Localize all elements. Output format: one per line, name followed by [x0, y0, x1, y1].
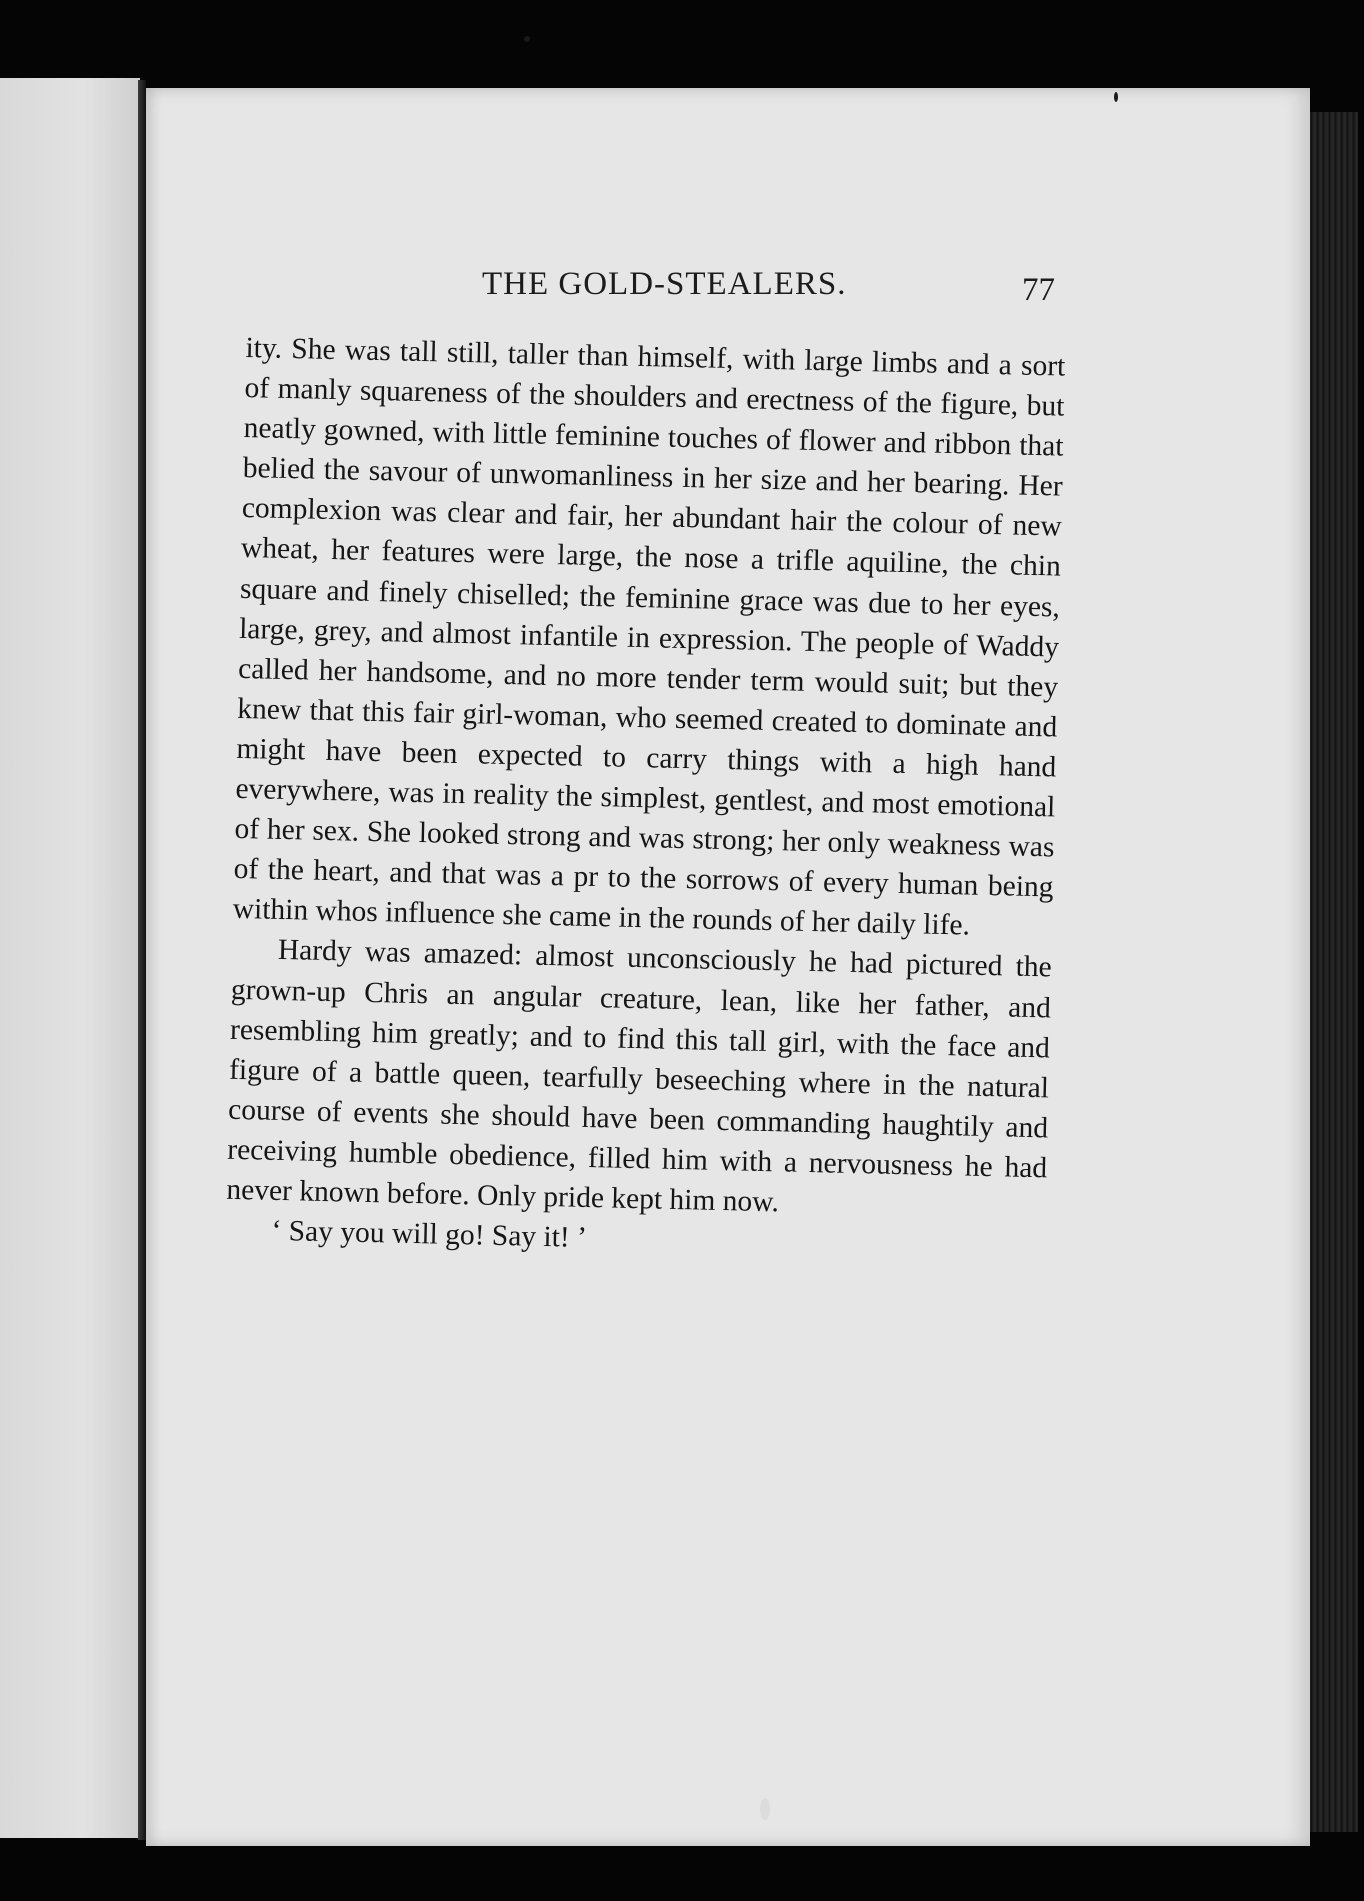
body-text [225, 328, 1066, 1269]
page-number: 77 [1022, 272, 1055, 308]
paragraph-2: Hardy was amazed: almost unconsciously he had pictured the grown-up Chris an angular creature, lean, like her father, and resembling him greatly; and to find this tall girl, with the face and figure of a battle queen, tearfully beseeching where in the natural course of events she should have been commanding haughtily and receiving humble obedience, filled him with a nervousness he had never known before. Only pride kept him now. [226, 934, 1053, 1219]
scan-speck [760, 1798, 770, 1820]
paragraph-3: ‘ Say you will go! Say it! ’ [271, 1214, 588, 1255]
page-header [146, 266, 1310, 316]
paragraph-1: ity. She was tall still, taller than himself, with large limbs and a sort of manly squareness of the shoulders and erectness of the figure, but neatly gowned, with little feminine touches of flower and ribbon that belied the savour of unwomanliness in her size and her bearing. Her complexion was clear and fair, her abundant hair the colour of new wheat, her features were large, the nose a trifle aquiline, the chin square and finely chiselled; the feminine grace was due to her eyes, large, grey, and almost infantile in expression. The people of Waddy called her handsome, and no more tender term would suit; but they knew that this fair girl-woman, who seemed created to dominate and might have been expected to carry things with a high hand everywhere, was in reality the simplest, gentlest, and most emotional of her sex. She looked strong and was strong; her only weakness was of the heart, and that was a pr to the sorrows of every human being within whos influence she came in the rounds of her daily life. [232, 331, 1066, 942]
page-stack-edge [1306, 112, 1358, 1832]
scan-speck [1114, 92, 1118, 102]
running-head: THE GOLD-STEALERS. [482, 266, 847, 302]
book-page [146, 88, 1310, 1846]
scan-speck [524, 36, 530, 42]
facing-page-margin [0, 78, 140, 1838]
book-gutter [138, 80, 146, 1840]
